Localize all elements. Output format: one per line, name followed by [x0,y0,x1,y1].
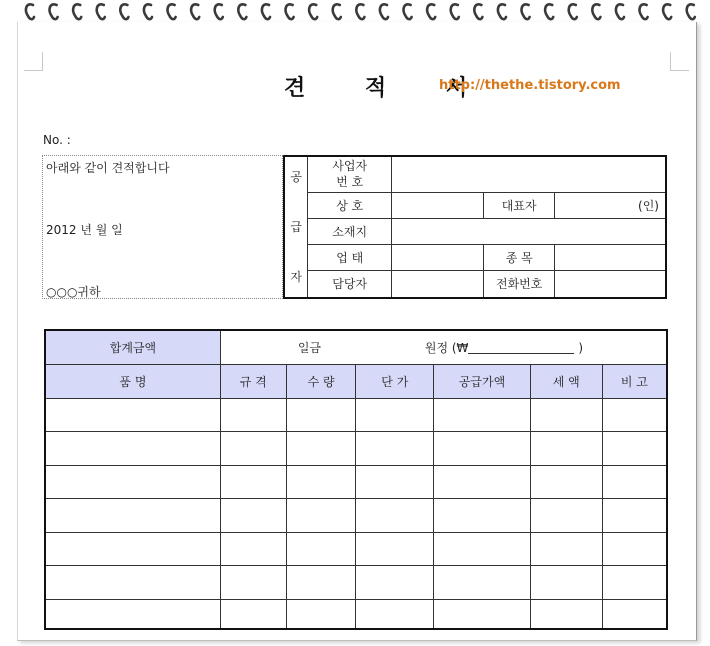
business-number-label [308,156,392,192]
intro-text: 아래와 같이 견적합니다 [46,161,170,175]
tax-cell[interactable] [530,566,602,600]
table-row [45,566,667,600]
quantity-cell[interactable] [286,398,356,432]
spec-cell[interactable] [220,432,286,466]
binding-ring [427,4,435,19]
item-name-cell[interactable] [45,599,220,629]
crop-mark-top-left [24,52,43,71]
supply-value-cell[interactable] [434,465,531,499]
remarks-cell[interactable] [602,398,667,432]
binding-ring [663,4,671,19]
col-tax: 세 액 [530,364,602,398]
unit-price-cell[interactable] [356,499,434,533]
supply-value-cell[interactable] [434,432,531,466]
business-type-field[interactable] [391,244,483,270]
remarks-cell[interactable] [602,499,667,533]
unit-price-cell[interactable] [356,465,434,499]
manager-field[interactable] [391,270,483,298]
manager-label: 담당자 [308,270,392,298]
spec-cell[interactable] [220,398,286,432]
seal-mark: (인) [638,198,659,213]
supplier-char-1: 공 [290,170,302,184]
company-name-field[interactable] [391,192,483,218]
business-number-label-line1: 사업자 [332,159,368,174]
item-name-cell[interactable] [45,432,220,466]
binding-ring [569,4,577,19]
binding-ring [474,4,482,19]
business-number-label-line2: 번 호 [336,175,364,190]
quantity-cell[interactable] [286,599,356,629]
unit-price-cell[interactable] [356,566,434,600]
binding-ring [545,4,553,19]
table-row [45,432,667,466]
table-row [45,532,667,566]
binding-ring [262,4,270,19]
tax-cell[interactable] [530,532,602,566]
business-number-field[interactable] [391,156,666,192]
table-row [45,465,667,499]
binding-ring [120,4,128,19]
item-name-cell[interactable] [45,532,220,566]
spec-cell[interactable] [220,499,286,533]
remarks-cell[interactable] [602,465,667,499]
remarks-cell[interactable] [602,566,667,600]
quantity-cell[interactable] [286,432,356,466]
unit-price-cell[interactable] [356,532,434,566]
quote-number-label: No. : [43,133,71,147]
item-name-cell[interactable] [45,398,220,432]
phone-label: 전화번호 [484,270,555,298]
binding-ring [522,4,530,19]
col-supply-value: 공급가액 [434,364,531,398]
table-row [45,398,667,432]
binding-ring [451,4,459,19]
ceo-field[interactable] [555,192,667,218]
remarks-cell[interactable] [602,432,667,466]
table-row [45,599,667,629]
business-category-field[interactable] [555,244,667,270]
col-spec: 규 격 [220,364,286,398]
quantity-cell[interactable] [286,566,356,600]
col-item-name: 품 명 [45,364,220,398]
amount-blank[interactable] [468,341,574,354]
binding-ring [380,4,388,19]
supplier-char-2: 급 [290,220,302,234]
binding-ring [73,4,81,19]
item-name-cell[interactable] [45,465,220,499]
business-category-label: 종 목 [484,244,555,270]
tax-cell[interactable] [530,499,602,533]
binding-ring [356,4,364,19]
binding-ring [215,4,223,19]
binding-ring [616,4,624,19]
binding-ring [191,4,199,19]
binding-ring [498,4,506,19]
document-title: 견 적 서 [284,76,494,101]
binding-ring [309,4,317,19]
supply-value-cell[interactable] [434,532,531,566]
supplier-table [283,155,667,299]
recipient-field[interactable]: ○○○귀하 [46,285,101,299]
supply-value-cell[interactable] [434,599,531,629]
amount-close: ) [578,340,584,355]
binding-ring [97,4,105,19]
binding-ring [333,4,341,19]
item-rows [45,398,667,629]
binding-ring [168,4,176,19]
binding-ring [640,4,648,19]
remarks-cell[interactable] [602,599,667,629]
business-type-label: 업 태 [308,244,392,270]
amount-suffix: 원정 (₩ [424,340,469,355]
unit-price-cell[interactable] [356,599,434,629]
tax-cell[interactable] [530,465,602,499]
col-unit-price: 단 가 [356,364,434,398]
supply-value-cell[interactable] [434,398,531,432]
spec-cell[interactable] [220,532,286,566]
binding-ring [592,4,600,19]
binding-ring [286,4,294,19]
remarks-cell[interactable] [602,532,667,566]
item-name-cell[interactable] [45,499,220,533]
quantity-cell[interactable] [286,465,356,499]
quantity-cell[interactable] [286,532,356,566]
unit-price-cell[interactable] [356,398,434,432]
item-name-cell[interactable] [45,566,220,600]
crop-mark-top-right [670,52,689,71]
tax-cell[interactable] [530,398,602,432]
tax-cell[interactable] [530,599,602,629]
phone-field[interactable] [555,270,667,298]
col-remarks: 비 고 [602,364,667,398]
supply-value-cell[interactable] [434,566,531,600]
ceo-label: 대표자 [484,192,555,218]
items-table [44,329,668,630]
recipient-box [42,155,283,299]
spec-cell[interactable] [220,566,286,600]
company-name-label: 상 호 [308,192,392,218]
address-label: 소재지 [308,218,392,244]
total-amount-field[interactable] [220,330,667,364]
binding-ring [687,4,695,19]
amount-prefix: 일금 [297,340,322,355]
quantity-cell[interactable] [286,499,356,533]
supplier-side-label [284,156,308,298]
supply-value-cell[interactable] [434,499,531,533]
binding-ring [50,4,58,19]
address-field[interactable] [391,218,666,244]
unit-price-cell[interactable] [356,432,434,466]
total-amount-label: 합계금액 [45,330,220,364]
binding-ring [144,4,152,19]
table-row [45,499,667,533]
date-field[interactable]: 2012 년 월 일 [46,223,123,237]
binding-ring [26,4,34,19]
col-quantity: 수 량 [286,364,356,398]
spec-cell[interactable] [220,465,286,499]
tax-cell[interactable] [530,432,602,466]
supplier-char-3: 자 [290,270,302,284]
binding-ring [238,4,246,19]
binding-ring [404,4,412,19]
blog-url[interactable]: http://thethe.tistory.com [439,78,621,93]
spec-cell[interactable] [220,599,286,629]
